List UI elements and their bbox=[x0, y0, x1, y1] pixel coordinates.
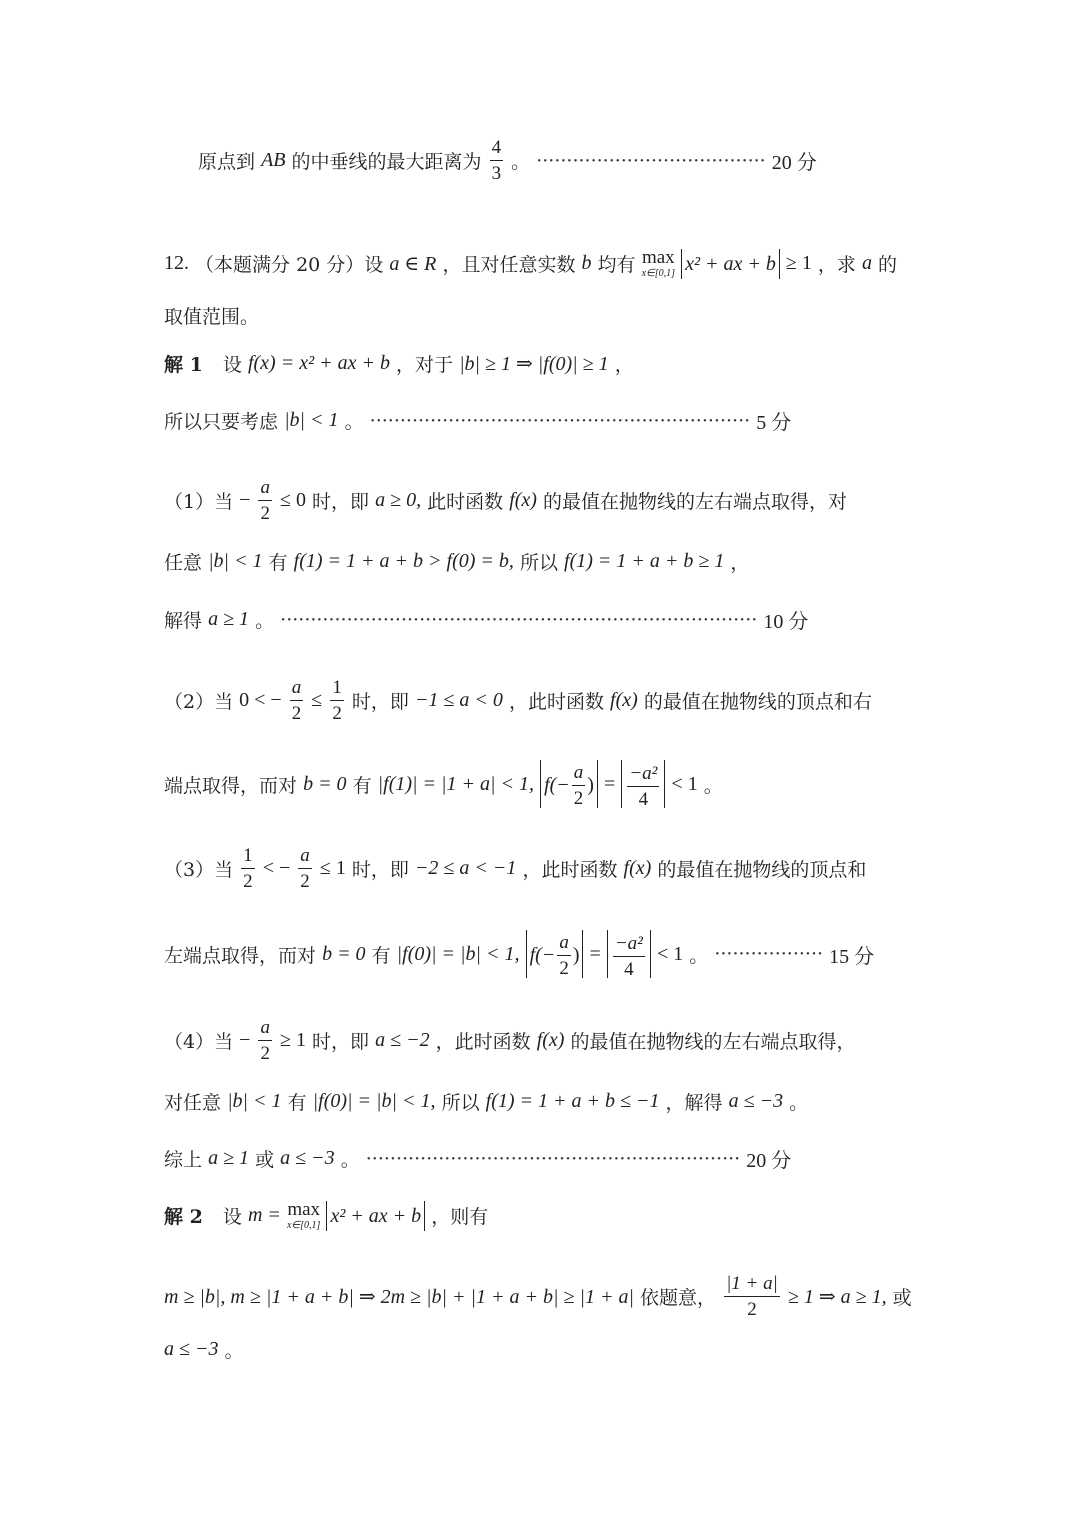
frac-num: −a² bbox=[627, 764, 659, 787]
problem-text3: ，求 bbox=[817, 254, 856, 276]
var-b: b bbox=[581, 252, 592, 274]
c1-l3math: a ≥ 1 bbox=[208, 608, 250, 630]
c4-l2e: 。 bbox=[789, 1092, 809, 1114]
sol2-line1 bbox=[0, 1200, 1080, 1240]
fraction-four-thirds bbox=[490, 138, 504, 183]
c4-l2b: 有 bbox=[287, 1092, 307, 1114]
c1-l2c: 所以 bbox=[519, 552, 558, 574]
sol1-l2a: 所以只要考虑 bbox=[164, 411, 279, 433]
c2-l2end: 。 bbox=[703, 774, 723, 797]
frac-den: 2 bbox=[260, 1043, 270, 1064]
abs-expression: x² + ax + b bbox=[681, 249, 780, 279]
c4-math: a ≤ −2 bbox=[375, 1029, 430, 1051]
top-tail: 。 bbox=[511, 151, 531, 173]
frac-den: 4 bbox=[624, 959, 634, 980]
frac-den: 2 bbox=[332, 703, 342, 724]
c1-label: （1）当 bbox=[164, 491, 234, 513]
case2-line2 bbox=[0, 760, 1080, 810]
c4-l2math2: |f(0)| = |b| < 1, bbox=[312, 1090, 436, 1112]
c1-rel: ≤ 0 bbox=[280, 489, 306, 511]
c4-frac bbox=[258, 1018, 272, 1063]
max-subscript: x∈[0,1] bbox=[286, 1220, 321, 1231]
score-label: 20 分 bbox=[771, 152, 817, 174]
cond-a-in-r: a ∈ R bbox=[389, 253, 437, 275]
f-close: ) bbox=[587, 774, 594, 796]
c3-math: −2 ≤ a < −1 bbox=[414, 857, 517, 879]
c3-l2eq: = bbox=[589, 942, 601, 965]
sum-b: 或 bbox=[255, 1149, 275, 1171]
problem-12-line1 bbox=[0, 248, 1080, 288]
c4-text2: ，此时函数 bbox=[435, 1031, 531, 1053]
c1-l2math2: f(1) = 1 + a + b > f(0) = b, bbox=[293, 550, 514, 572]
sum-m2: a ≤ −3 bbox=[280, 1147, 335, 1169]
c4-l2math: |b| < 1 bbox=[227, 1090, 282, 1112]
problem-text2: 均有 bbox=[597, 254, 636, 276]
sol1-def: f(x) = x² + ax + b bbox=[247, 352, 390, 374]
c3-frac2 bbox=[298, 846, 312, 891]
frac-den: 2 bbox=[291, 703, 302, 724]
max-operator bbox=[642, 248, 675, 279]
problem-line2: 取值范围。 bbox=[164, 306, 260, 328]
max-subscript: x∈[0,1] bbox=[641, 268, 676, 279]
frac-den: 2 bbox=[559, 957, 569, 979]
c2-pre: 0 < − bbox=[239, 689, 282, 711]
c1-l3a: 解得 bbox=[164, 610, 203, 632]
c2-math: −1 ≤ a < 0 bbox=[414, 689, 503, 711]
max-word: max bbox=[641, 247, 675, 268]
sum-a: 综上 bbox=[164, 1149, 203, 1171]
score-label: 5 分 bbox=[756, 412, 792, 434]
c3-fx: f(x) bbox=[623, 857, 652, 879]
c1-text: 时，即 bbox=[312, 491, 370, 513]
sol2-l2rest: ≥ 1 ⇒ a ≥ 1, bbox=[787, 1286, 887, 1308]
problem-text4: 的 bbox=[878, 254, 898, 276]
sol1-line1 bbox=[0, 350, 1080, 390]
frac-den: 3 bbox=[491, 163, 502, 184]
c3-le: ≤ 1 bbox=[319, 857, 346, 879]
frac-den: 2 bbox=[300, 871, 310, 892]
c3-l2end: 。 bbox=[689, 944, 709, 967]
frac-den: 2 bbox=[747, 1299, 757, 1320]
leader-dots: ······························································· bbox=[369, 409, 751, 432]
sum-m1: a ≥ 1 bbox=[208, 1147, 250, 1169]
sol1-l2b: 。 bbox=[344, 411, 364, 433]
sol2-abs-expr: x² + ax + b bbox=[326, 1201, 425, 1231]
c2-l2math: b = 0 bbox=[303, 772, 347, 795]
sol1-l1b: ，对于 bbox=[396, 354, 454, 376]
problem-12-line2 bbox=[0, 302, 1080, 342]
sol1-label: 解 1 bbox=[164, 354, 203, 376]
c4-label: （4）当 bbox=[164, 1031, 234, 1053]
c4-text3: 的最值在抛物线的左右端点取得， bbox=[570, 1031, 856, 1053]
leader-dots: ··············································································· bbox=[280, 608, 758, 631]
frac-num: a bbox=[290, 678, 304, 701]
c3-text: 时，即 bbox=[351, 859, 409, 881]
sol2-label: 解 2 bbox=[164, 1206, 203, 1228]
frac-num: a bbox=[572, 763, 586, 786]
frac-den: 4 bbox=[638, 789, 649, 810]
c4-l2a: 对任意 bbox=[164, 1092, 222, 1114]
c2-l2-frac2 bbox=[627, 764, 659, 809]
case1-line1: （1）当 − $\frac{a}{2}$ ≤ 0 时，即 a ≥ 0, 此时函数 f(x) 的最值在抛物线的左右端点取得，对 bbox=[164, 477, 848, 524]
sol2-m: m = bbox=[247, 1204, 281, 1226]
c2-l2-frac bbox=[572, 763, 586, 808]
c2-frac2 bbox=[330, 678, 344, 723]
c3-l2-frac bbox=[557, 933, 571, 978]
leader-dots: ·················· bbox=[714, 943, 824, 965]
c2-text2: ，此时函数 bbox=[508, 691, 604, 713]
c2-l2eq: = bbox=[604, 772, 616, 795]
c3-text3: 的最值在抛物线的顶点和 bbox=[657, 859, 867, 881]
c1-l2a: 任意 bbox=[164, 552, 203, 574]
c1-fx: f(x) bbox=[509, 489, 537, 511]
c3-l2math2: |f(0)| = |b| < 1, bbox=[396, 942, 520, 965]
c2-abs-frac bbox=[621, 760, 665, 808]
frac-den: 2 bbox=[573, 787, 584, 809]
segment-ab: AB bbox=[261, 149, 286, 171]
case4-line1: （4）当 − $\frac{a}{2}$ ≥ 1 时，即 a ≤ −2 ，此时函数 f(x) 的最值在抛物线的左右端点取得， bbox=[164, 1017, 856, 1064]
leader-dots: ······························································ bbox=[365, 1147, 741, 1170]
c1-text3: 的最值在抛物线的左右端点取得，对 bbox=[543, 491, 848, 513]
case4-line2 bbox=[0, 1088, 1080, 1128]
frac-num: 1 bbox=[241, 846, 255, 869]
frac-num: 4 bbox=[490, 138, 504, 161]
var-a: a bbox=[861, 252, 872, 274]
c3-l2lt: < 1 bbox=[656, 942, 684, 965]
sol2-l2or: 或 bbox=[892, 1287, 912, 1309]
c1-l2math: |b| < 1 bbox=[208, 550, 263, 572]
c1-l2d: ， bbox=[730, 552, 750, 574]
problem-meta: （本题满分 20 分）设 bbox=[195, 254, 384, 276]
frac-num: |1 + a| bbox=[724, 1274, 780, 1297]
c1-l3b: 。 bbox=[255, 610, 275, 632]
sol2-l3end: 。 bbox=[224, 1340, 244, 1362]
c1-l2math3: f(1) = 1 + a + b ≥ 1 bbox=[564, 550, 725, 572]
sol2-line3 bbox=[0, 1336, 1080, 1376]
case1-line2 bbox=[0, 548, 1080, 588]
frac-den: 2 bbox=[243, 871, 253, 892]
sol1-l1a: 设 bbox=[222, 354, 242, 376]
c2-text: 时，即 bbox=[351, 691, 409, 713]
c3-l2a: 左端点取得，而对 bbox=[164, 944, 317, 967]
c2-l2lt: < 1 bbox=[671, 772, 698, 795]
frac-num: a bbox=[557, 933, 571, 956]
sol1-l2math: |b| < 1 bbox=[284, 409, 339, 431]
case2-line1 bbox=[0, 677, 1080, 724]
case3-line2 bbox=[0, 930, 1080, 980]
c4-l2math3: f(1) = 1 + a + b ≤ −1 bbox=[485, 1090, 660, 1112]
frac-num: a bbox=[258, 1018, 272, 1041]
c2-text3: 的最值在抛物线的顶点和右 bbox=[643, 691, 872, 713]
sol1-impl: |b| ≥ 1 ⇒ |f(0)| ≥ 1 bbox=[459, 353, 609, 375]
c4-text: 时，即 bbox=[312, 1031, 370, 1053]
c2-fx: f(x) bbox=[610, 689, 638, 711]
c1-text2: 此时函数 bbox=[427, 491, 504, 513]
sol2-frac bbox=[724, 1274, 780, 1319]
c3-label: （3）当 bbox=[164, 859, 234, 881]
c3-l2-frac2 bbox=[613, 934, 645, 979]
c2-label: （2）当 bbox=[164, 691, 234, 713]
sol2-l1a: 设 bbox=[222, 1206, 242, 1228]
f-open: f(− bbox=[544, 774, 570, 796]
c3-abs-frac bbox=[607, 930, 651, 978]
c4-l2d: ，解得 bbox=[665, 1092, 723, 1114]
sol2-l3math: a ≤ −3 bbox=[164, 1338, 219, 1360]
problem-text1: ，且对任意实数 bbox=[442, 254, 576, 276]
c2-le: ≤ bbox=[311, 689, 323, 711]
c1-frac bbox=[258, 478, 272, 523]
c4-l2math4: a ≤ −3 bbox=[728, 1090, 784, 1112]
score-label: 10 分 bbox=[763, 611, 809, 633]
frac-den: 2 bbox=[260, 503, 270, 524]
top-mid: 的中垂线的最大距离为 bbox=[291, 151, 482, 173]
c4-rel: ≥ 1 bbox=[280, 1029, 306, 1051]
max-word: max bbox=[287, 1199, 321, 1220]
max-operator bbox=[287, 1200, 320, 1231]
frac-num: −a² bbox=[613, 934, 645, 957]
frac-num: a bbox=[298, 846, 312, 869]
c2-abs-f bbox=[540, 760, 598, 808]
sol1-l1c: ， bbox=[614, 354, 634, 376]
c1-l2b: 有 bbox=[268, 552, 288, 574]
c3-lt: < − bbox=[262, 857, 291, 879]
top-conclusion-line bbox=[0, 137, 1080, 184]
c4-l2c: 所以 bbox=[441, 1092, 480, 1114]
score-label: 20 分 bbox=[746, 1150, 792, 1172]
problem-number: 12. bbox=[164, 252, 189, 274]
frac-num: a bbox=[258, 478, 272, 501]
summary-line bbox=[0, 1144, 1080, 1184]
sol2-l1b: ，则有 bbox=[431, 1206, 489, 1228]
sum-c: 。 bbox=[340, 1149, 360, 1171]
ge-one: ≥ 1 bbox=[785, 252, 812, 274]
frac-num: 1 bbox=[330, 678, 344, 701]
top-intro: 原点到 bbox=[198, 151, 256, 173]
f-close: ) bbox=[572, 944, 580, 966]
case3-line1 bbox=[0, 845, 1080, 892]
c3-text2: ，此时函数 bbox=[522, 859, 618, 881]
c2-l2b: 有 bbox=[352, 774, 372, 797]
sol1-line2 bbox=[0, 406, 1080, 446]
c3-frac1 bbox=[241, 846, 255, 891]
score-label: 15 分 bbox=[829, 945, 875, 968]
c3-abs-f bbox=[526, 930, 584, 978]
c3-l2b: 有 bbox=[371, 944, 391, 967]
f-open: f(− bbox=[529, 944, 556, 966]
c2-l2math2: |f(1)| = |1 + a| < 1, bbox=[377, 772, 535, 795]
c2-frac bbox=[290, 678, 304, 723]
leader-dots: ······································ bbox=[536, 149, 766, 172]
sol2-l2text: 依题意， bbox=[640, 1287, 717, 1309]
case1-line3 bbox=[0, 605, 1080, 645]
sol2-l2math: m ≥ |b|, m ≥ |1 + a + b| ⇒ 2m ≥ |b| + |1 + a + b| ≥ |1 + a| bbox=[164, 1286, 634, 1308]
c2-l2a: 端点取得，而对 bbox=[164, 774, 298, 797]
c4-fx: f(x) bbox=[536, 1029, 565, 1051]
c3-l2math: b = 0 bbox=[322, 942, 366, 965]
sol2-line2 bbox=[0, 1273, 1080, 1320]
c1-math: a ≥ 0, bbox=[375, 489, 422, 511]
